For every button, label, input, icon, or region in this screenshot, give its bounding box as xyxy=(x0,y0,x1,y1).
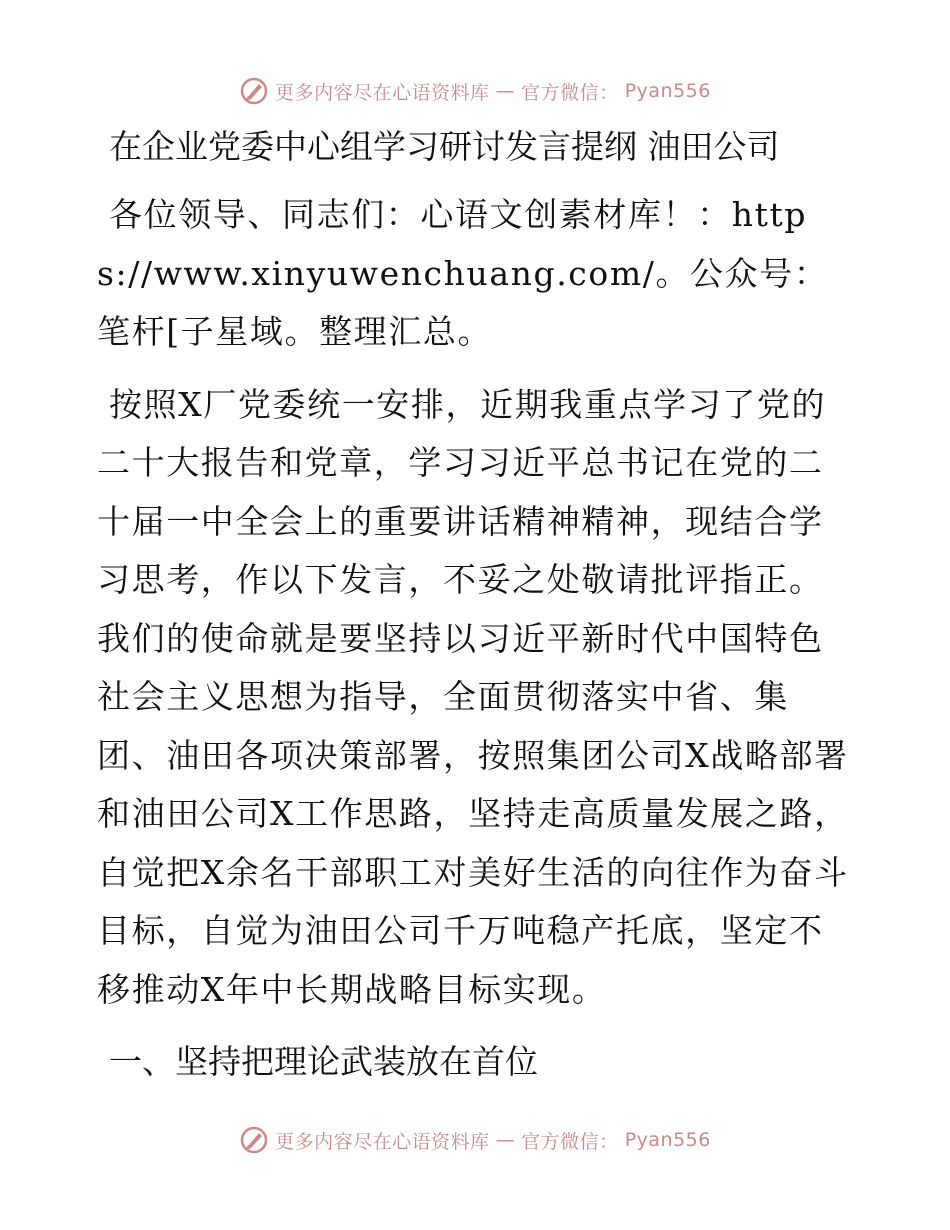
document-body xyxy=(97,118,857,1091)
watermark-dash: — xyxy=(495,1129,516,1151)
document-title: 在企业党委中心组学习研讨发言提纲 油田公司 xyxy=(109,127,780,166)
watermark-wechat-id: Pyan556 xyxy=(624,80,711,102)
watermark-official-label: 官方微信： xyxy=(521,1130,619,1153)
paragraph-greeting: 各位领导、同志们：心语文创素材库！：https://www.xinyuwenchuang.com/。公众号：笔杆[子星域。整理汇总。 xyxy=(97,195,829,351)
pen-logo-icon xyxy=(239,1125,269,1155)
watermark-text: 更多内容尽在心语资料库 xyxy=(275,81,490,104)
section-heading: 一、坚持把理论武装放在首位 xyxy=(109,1042,538,1081)
header-watermark xyxy=(0,71,950,111)
watermark-text: 更多内容尽在心语资料库 xyxy=(275,1130,490,1153)
watermark-official-label: 官方微信： xyxy=(521,81,619,104)
pen-logo-icon xyxy=(239,76,269,106)
watermark-dash: — xyxy=(495,80,516,102)
paragraph-main: 按照X厂党委统一安排，近期我重点学习了党的二十大报告和党章，学习习近平总书记在党的二十届一中全会上的重要讲话精神精神，现结合学习思考，作以下发言，不妥之处敬请批评指正。我们的使命就是要坚持以习近平新时代中国特色社会主义思想为指导，全面贯彻落实中省、集团、油田各项决策部署，按照集团公司X战略部署和油田公司X工作思路，坚持走高质量发展之路，自觉把X余名干部职工对美好生活的向往作为奋斗目标，自觉为油田公司千万吨稳产托底，坚定不移推动X年中长期战略目标实现。 xyxy=(97,384,849,1009)
watermark-wechat-id: Pyan556 xyxy=(624,1129,711,1151)
footer-watermark xyxy=(0,1120,950,1160)
